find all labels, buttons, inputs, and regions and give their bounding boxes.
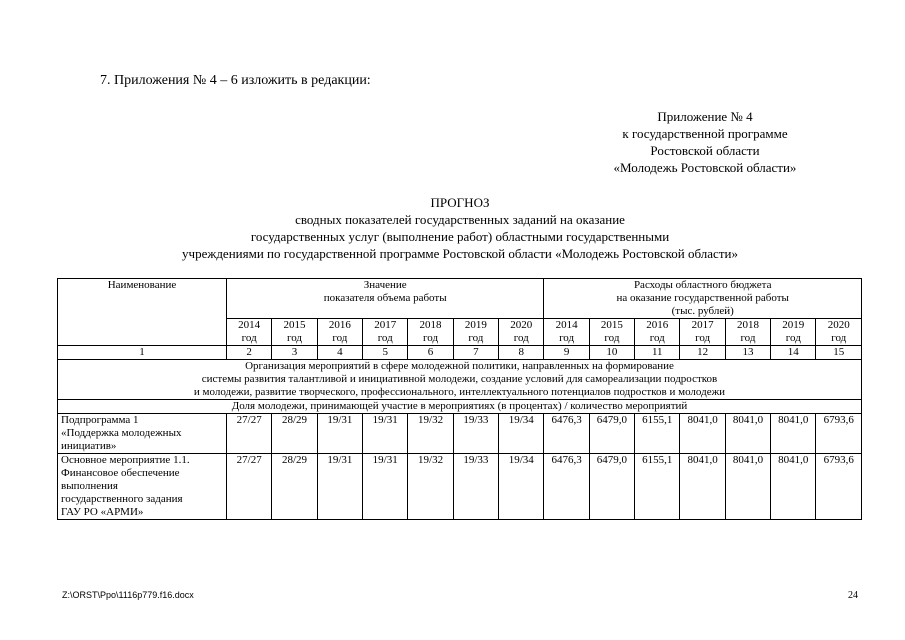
table-cell: 8041,0 bbox=[680, 414, 725, 454]
year-value: 2017 bbox=[691, 319, 714, 331]
table-cell: 6476,3 bbox=[544, 414, 589, 454]
column-number: 7 bbox=[453, 346, 498, 360]
row-name bbox=[58, 414, 227, 454]
file-path: Z:\ORST\Ppo\1116p779.f16.docx bbox=[62, 590, 194, 600]
table-cell: 8041,0 bbox=[680, 454, 725, 520]
year-value: 2020 bbox=[510, 319, 533, 331]
row-name-line: ГАУ РО «АРМИ» bbox=[61, 506, 144, 518]
table-cell: 6155,1 bbox=[635, 454, 680, 520]
table-cell: 19/33 bbox=[453, 454, 498, 520]
section-cell bbox=[58, 360, 862, 400]
year-unit: год bbox=[785, 332, 801, 344]
table-cell: 19/31 bbox=[317, 414, 362, 454]
year-unit: год bbox=[287, 332, 303, 344]
appendix-note bbox=[555, 108, 855, 176]
column-number: 14 bbox=[771, 346, 816, 360]
year-value: 2018 bbox=[736, 319, 759, 331]
year-header bbox=[589, 319, 634, 346]
column-number: 1 bbox=[58, 346, 227, 360]
year-unit: год bbox=[649, 332, 665, 344]
table-cell: 19/31 bbox=[317, 454, 362, 520]
table-cell: 6476,3 bbox=[544, 454, 589, 520]
table-cell: 19/32 bbox=[408, 414, 453, 454]
table-cell: 19/34 bbox=[499, 454, 544, 520]
forecast-table bbox=[57, 278, 862, 520]
indicator-cell: Доля молодежи, принимающей участие в мероприятиях (в процентах) / количество мероприятий bbox=[58, 400, 862, 414]
section-line: системы развития талантливой и инициативной молодежи, создание условий для самореализации подростков bbox=[201, 373, 718, 385]
heading-line: государственных услуг (выполнение работ) областными государственными bbox=[250, 229, 670, 244]
appendix-line: Приложение № 4 bbox=[657, 109, 753, 124]
row-name-line: Подпрограмма 1 bbox=[61, 414, 139, 426]
table-cell: 8041,0 bbox=[771, 454, 816, 520]
year-value: 2016 bbox=[646, 319, 669, 331]
year-header bbox=[816, 319, 862, 346]
table-cell: 27/27 bbox=[227, 454, 272, 520]
column-group-expenses bbox=[544, 279, 862, 319]
table-cell: 6479,0 bbox=[589, 454, 634, 520]
row-name bbox=[58, 454, 227, 520]
table-cell: 19/34 bbox=[499, 414, 544, 454]
table-cell: 8041,0 bbox=[725, 414, 770, 454]
year-header bbox=[635, 319, 680, 346]
year-header bbox=[544, 319, 589, 346]
year-unit: год bbox=[695, 332, 711, 344]
column-number: 9 bbox=[544, 346, 589, 360]
table-cell: 8041,0 bbox=[725, 454, 770, 520]
column-number: 4 bbox=[317, 346, 362, 360]
year-header bbox=[272, 319, 317, 346]
year-value: 2017 bbox=[374, 319, 397, 331]
column-number: 11 bbox=[635, 346, 680, 360]
group-label: (тыс. рублей) bbox=[671, 305, 734, 317]
table-cell: 19/31 bbox=[363, 414, 408, 454]
year-value: 2018 bbox=[419, 319, 442, 331]
row-name-line: Основное мероприятие 1.1. bbox=[61, 454, 190, 466]
section-line: Организация мероприятий в сфере молодежной политики, направленных на формирование bbox=[245, 360, 674, 372]
table-cell: 8041,0 bbox=[771, 414, 816, 454]
column-number: 10 bbox=[589, 346, 634, 360]
group-label: Расходы областного бюджета bbox=[633, 279, 772, 291]
table-header-row bbox=[58, 279, 862, 319]
year-value: 2014 bbox=[238, 319, 261, 331]
table-cell: 6793,6 bbox=[816, 414, 862, 454]
document-heading bbox=[50, 194, 870, 262]
year-unit: год bbox=[468, 332, 484, 344]
column-number: 3 bbox=[272, 346, 317, 360]
section-row bbox=[58, 360, 862, 400]
year-unit: год bbox=[559, 332, 575, 344]
group-label: на оказание государственной работы bbox=[616, 292, 789, 304]
year-header bbox=[317, 319, 362, 346]
row-name-line: выполнения bbox=[61, 480, 118, 492]
year-header bbox=[227, 319, 272, 346]
row-name-line: Финансовое обеспечение bbox=[61, 467, 180, 479]
section-line: и молодежи, развитие творческого, профессионального, интеллектуального потенциалов подростков и молодежи bbox=[193, 386, 726, 398]
table-cell: 19/32 bbox=[408, 454, 453, 520]
year-unit: год bbox=[377, 332, 393, 344]
appendix-line: «Молодежь Ростовской области» bbox=[613, 160, 797, 175]
table-cell: 27/27 bbox=[227, 414, 272, 454]
year-value: 2016 bbox=[328, 319, 351, 331]
group-label: показателя объема работы bbox=[323, 292, 447, 304]
year-header bbox=[408, 319, 453, 346]
intro-text: 7. Приложения № 4 – 6 изложить в редакции: bbox=[100, 73, 371, 88]
heading-line: учреждениями по государственной программе Ростовской области «Молодежь Ростовской области» bbox=[182, 246, 738, 261]
table-cell: 19/33 bbox=[453, 414, 498, 454]
year-header bbox=[725, 319, 770, 346]
column-number: 13 bbox=[725, 346, 770, 360]
column-number: 8 bbox=[499, 346, 544, 360]
column-number: 2 bbox=[227, 346, 272, 360]
table-cell: 28/29 bbox=[272, 454, 317, 520]
table-cell: 28/29 bbox=[272, 414, 317, 454]
year-header bbox=[771, 319, 816, 346]
year-value: 2015 bbox=[600, 319, 623, 331]
table-row bbox=[58, 454, 862, 520]
appendix-line: Ростовской области bbox=[650, 143, 760, 158]
year-unit: год bbox=[740, 332, 756, 344]
year-header bbox=[499, 319, 544, 346]
row-name-line: государственного задания bbox=[61, 493, 183, 505]
table-cell: 19/31 bbox=[363, 454, 408, 520]
column-header-name: Наименование bbox=[58, 279, 227, 346]
group-label: Значение bbox=[363, 279, 407, 291]
year-header bbox=[453, 319, 498, 346]
table-cell: 6479,0 bbox=[589, 414, 634, 454]
indicator-row bbox=[58, 400, 862, 414]
year-value: 2014 bbox=[555, 319, 578, 331]
year-unit: год bbox=[604, 332, 620, 344]
year-header bbox=[680, 319, 725, 346]
column-number: 12 bbox=[680, 346, 725, 360]
row-name-line: инициатив» bbox=[61, 440, 117, 452]
column-number: 5 bbox=[363, 346, 408, 360]
year-unit: год bbox=[332, 332, 348, 344]
year-unit: год bbox=[423, 332, 439, 344]
column-group-indicator bbox=[227, 279, 544, 319]
year-unit: год bbox=[241, 332, 257, 344]
column-number: 6 bbox=[408, 346, 453, 360]
row-name-line: «Поддержка молодежных bbox=[61, 427, 182, 439]
table-cell: 6155,1 bbox=[635, 414, 680, 454]
heading-line: сводных показателей государственных заданий на оказание bbox=[295, 212, 625, 227]
column-numbers-row bbox=[58, 346, 862, 360]
heading-title: ПРОГНОЗ bbox=[430, 195, 490, 210]
year-value: 2020 bbox=[827, 319, 850, 331]
appendix-line: к государственной программе bbox=[622, 126, 788, 141]
year-header bbox=[363, 319, 408, 346]
page-number: 24 bbox=[848, 590, 858, 601]
column-number: 15 bbox=[816, 346, 862, 360]
year-value: 2019 bbox=[782, 319, 805, 331]
table-row bbox=[58, 414, 862, 454]
year-value: 2015 bbox=[283, 319, 306, 331]
year-unit: год bbox=[831, 332, 847, 344]
year-value: 2019 bbox=[464, 319, 487, 331]
table-cell: 6793,6 bbox=[816, 454, 862, 520]
year-unit: год bbox=[513, 332, 529, 344]
